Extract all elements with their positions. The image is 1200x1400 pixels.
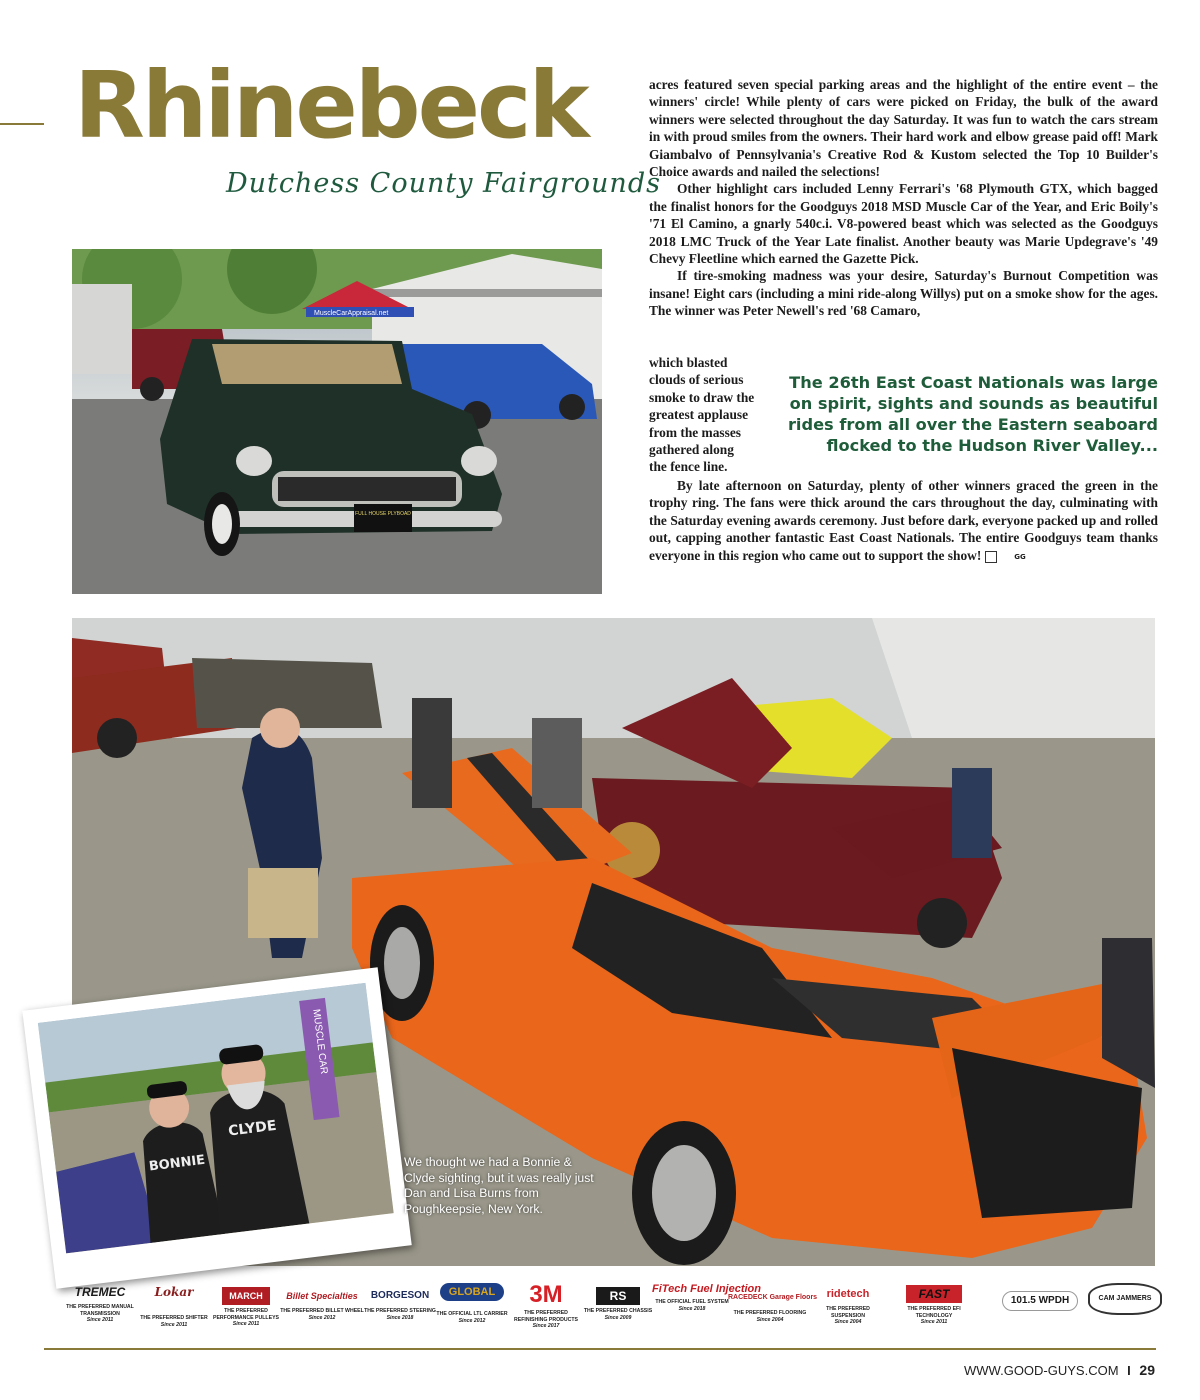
sponsor-logo: TREMEC: [74, 1285, 126, 1299]
footer-url: WWW.GOOD-GUYS.COM: [964, 1363, 1119, 1378]
sponsor-3m: [508, 1283, 584, 1329]
sponsor-lokar: [136, 1283, 212, 1328]
sponsor-global: [434, 1283, 510, 1324]
sponsor-role: THE PREFERRED EFI TECHNOLOGY: [907, 1306, 961, 1319]
sponsor-since: Since 2004: [834, 1319, 862, 1325]
article-line: clouds of serious: [649, 372, 744, 388]
banner-text: MUSCLE CAR: [310, 1008, 330, 1075]
sponsor-logo: FiTech Fuel Injection: [652, 1283, 761, 1295]
sponsor-logo: MARCH: [222, 1287, 270, 1305]
sponsor-role: THE PREFERRED PERFORMANCE PULLEYS: [212, 1308, 279, 1321]
sponsor-borgeson: [362, 1283, 438, 1321]
page-footer: [964, 1362, 1155, 1378]
license-plate: FULL HOUSE PLYBOAD: [355, 511, 411, 517]
sponsor-since: Since 2017: [532, 1323, 560, 1329]
sponsor-march: [208, 1283, 284, 1327]
tent-sign: MuscleCarAppraisal.net: [314, 310, 389, 317]
sponsor-since: Since 2011: [160, 1321, 188, 1328]
article-column-top: [649, 76, 1158, 320]
sponsor-logo: ridetech: [826, 1288, 870, 1300]
sponsor-since: Since 2009: [604, 1314, 632, 1321]
sponsor-role: THE PREFERRED STEERING: [364, 1308, 436, 1314]
sponsor-role: THE PREFERRED SHIFTER: [140, 1315, 208, 1321]
article-narrow-column: [649, 354, 773, 476]
sponsor-billet-specialties: [280, 1283, 364, 1321]
sponsor-role: THE PREFERRED BILLET WHEEL: [280, 1308, 364, 1314]
shirt-text-bonnie: BONNIE: [148, 1152, 206, 1175]
footer-rule: [44, 1348, 1156, 1350]
page-subtitle: Dutchess County Fairgrounds: [226, 168, 661, 199]
sponsor-fast: [892, 1283, 976, 1325]
sponsor-since: Since 2012: [458, 1317, 486, 1324]
sponsor-role: THE PREFERRED CHASSIS: [583, 1308, 653, 1314]
article-paragraph: acres featured seven special parking areas and the highlight of the entire event – the winners' circle! While plenty of cars were picked on Friday, the bulk of the award winners were selected throughout the day Saturday. It was fun to watch the cars stream in with proud smiles from the owners. Their hard work and elbow grease paid off! Mark Giambalvo of Pennsylvania's Creative Rod & Kustom selected the Top 10 Builder's Choice awards and nailed the selections!: [649, 77, 1158, 180]
article-line: the fence line.: [649, 459, 728, 475]
article-paragraph: Other highlight cars included Lenny Ferrari's '68 Plymouth GTX, which bagged the finalist honors for the Goodguys 2018 MSD Muscle Car of the Year, and Eric Boily's '71 El Camino, a gnarly 540c.i. V8-powered beast which was selected as the Goodguys 2018 LMC Truck of the Year Late finalist. Another beauty was Marie Updegrave's '49 Chevy Fleetline which earned the Gazette Pick.: [649, 181, 1158, 267]
sponsor-logo: BORGESON: [370, 1290, 430, 1301]
sponsor-since: Since 2011: [232, 1321, 260, 1327]
sponsor-role: THE OFFICIAL LTL CARRIER: [436, 1311, 508, 1317]
article-column-bottom: [649, 477, 1158, 564]
article-line: which blasted: [649, 355, 728, 370]
article-line: greatest applause: [649, 407, 749, 423]
sponsor-since: Since 2018: [386, 1314, 414, 1321]
sponsor-fitech: [652, 1283, 761, 1312]
article-line: from the masses: [649, 424, 741, 440]
sponsor-since: Since 2011: [920, 1319, 948, 1325]
sponsor-tremec: [62, 1283, 138, 1323]
sponsor-logo: Billet Specialties: [286, 1291, 358, 1301]
sponsor-logo: FAST: [906, 1285, 962, 1303]
sponsor-wpdh: [1002, 1283, 1078, 1311]
sponsor-since: Since 2011: [86, 1317, 114, 1323]
sponsor-logo: CAM JAMMERS: [1088, 1283, 1162, 1315]
article-line: gathered along: [649, 442, 734, 458]
sponsor-logo: 3M: [529, 1281, 563, 1308]
sponsor-logo: RS: [596, 1287, 640, 1305]
sponsor-logo: GLOBAL: [440, 1283, 504, 1301]
pull-quote: The 26th East Coast Nationals was large on spirit, sights and sounds as beautiful rides from all over the Eastern seaboard flocked to the Hudson River Valley...: [787, 373, 1158, 455]
sponsor-role: THE OFFICIAL FUEL SYSTEM: [655, 1299, 729, 1305]
article-paragraph: If tire-smoking madness was your desire, Saturday's Burnout Competition was insane! Eight cars (including a mini ride-along Willys) put on a smoke show for the ages. The winner was Peter Newell's red '68 Camaro,: [649, 268, 1158, 319]
inset-photo-bonnie-clyde: [38, 983, 394, 1253]
page-title: Rhinebeck: [74, 52, 587, 159]
sponsor-racedeck: [728, 1283, 818, 1323]
sponsor-logo: Lokar: [154, 1285, 194, 1299]
photo-mercury-illustration: [72, 249, 602, 594]
sponsor-logo: 101.5 WPDH: [1002, 1291, 1078, 1311]
footer-separator: I: [1127, 1363, 1131, 1378]
sponsor-role: THE PREFERRED MANUAL TRANSMISSION: [66, 1304, 134, 1317]
page-number: 29: [1139, 1362, 1155, 1378]
photo-mercury-convertible: [72, 249, 602, 594]
sponsor-ridetech: [810, 1283, 886, 1325]
end-mark-icon: GG: [985, 551, 997, 563]
sponsor-logo: RACEDECK Garage Floors: [728, 1294, 818, 1301]
sponsor-cam-jammers: [1088, 1283, 1162, 1315]
inset-photo-frame: [22, 967, 411, 1289]
sponsor-since: Since 2018: [678, 1305, 706, 1312]
inset-illustration: [38, 983, 394, 1253]
sponsor-role: THE PREFERRED FLOORING: [733, 1310, 807, 1316]
title-rule: [0, 123, 44, 125]
photo-caption: We thought we had a Bonnie & Clyde sighting, but it was really just Dan and Lisa Burns from Poughkeepsie, New York.: [404, 1155, 594, 1216]
sponsor-role: THE PREFERRED REFINISHING PRODUCTS: [514, 1310, 578, 1323]
article-line: smoke to draw the: [649, 389, 755, 405]
sponsor-since: Since 2004: [756, 1316, 784, 1323]
article-paragraph: By late afternoon on Saturday, plenty of other winners graced the green in the trophy ring. The fans were thick around the cars throughout the day, culminating with the Saturday evening awards ceremony. Just before dark, everyone packed up and rolled out, capping another fantastic East Coast Nationals. The entire Goodguys team thanks everyone in this region who came out to support the show!: [649, 478, 1158, 563]
sponsor-strip: [62, 1283, 1162, 1343]
shirt-text-clyde: CLYDE: [227, 1117, 278, 1140]
sponsor-rs: [580, 1283, 656, 1321]
article-paragraph-final: [649, 477, 1158, 564]
sponsor-since: Since 2012: [308, 1314, 336, 1321]
sponsor-role: THE PREFERRED SUSPENSION: [826, 1306, 870, 1319]
